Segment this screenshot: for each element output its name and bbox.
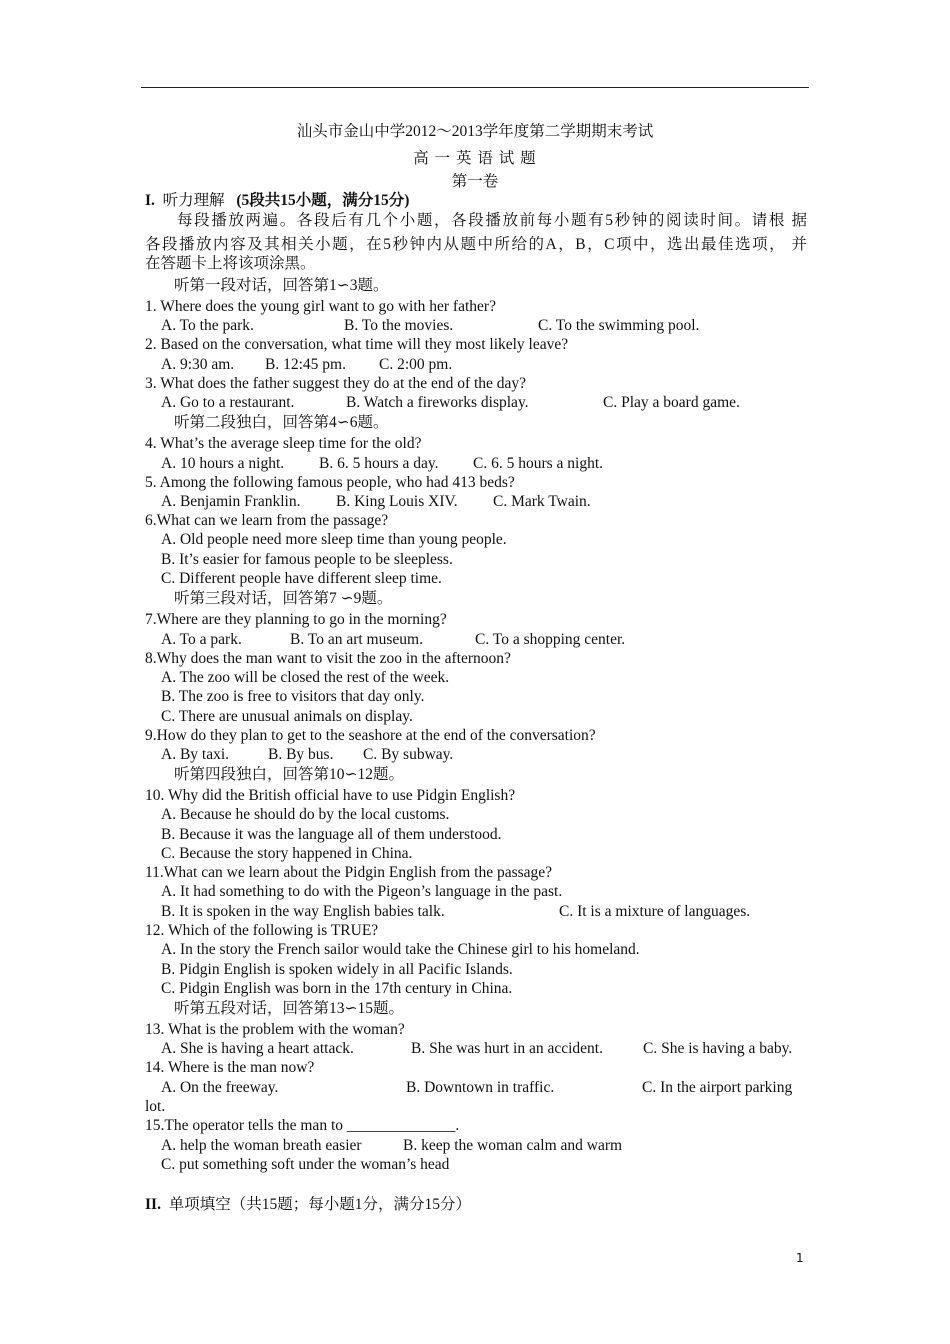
- q6-option-b: B. It’s easier for famous people to be sleepless.: [161, 551, 453, 568]
- q9-option-b: B. By bus.: [268, 746, 334, 763]
- q11-option-b: B. It is spoken in the way English babies talk.: [161, 903, 445, 920]
- section1-title: 听力理解: [162, 192, 225, 209]
- q6-option-a: A. Old people need more sleep time than young people.: [161, 531, 507, 548]
- q2-stem: 2. Based on the conversation, what time will they most likely leave?: [145, 336, 569, 353]
- q1-option-a: A. To the park.: [161, 317, 254, 334]
- top-rule: [141, 87, 809, 88]
- q15-stem: 15.The operator tells the man to ______________.: [145, 1117, 460, 1134]
- volume-label: 第一卷: [451, 173, 499, 190]
- section2-title: 单项填空（共15题；每小题1分，满分15分）: [168, 1196, 471, 1213]
- q13-option-a: A. She is having a heart attack.: [161, 1040, 354, 1057]
- q7-option-c: C. To a shopping center.: [475, 631, 626, 648]
- q14-option-b: B. Downtown in traffic.: [406, 1079, 555, 1096]
- q8-option-c: C. There are unusual animals on display.: [161, 708, 413, 725]
- q11-stem: 11.What can we learn about the Pidgin English from the passage?: [145, 864, 553, 881]
- q5-stem: 5. Among the following famous people, who had 413 beds?: [145, 474, 515, 491]
- q9-option-c: C. By subway.: [363, 746, 454, 763]
- intro-line-3: 在答题卡上将该项涂黑。: [145, 255, 316, 272]
- q6-option-c: C. Different people have different sleep time.: [161, 570, 442, 587]
- part1-instruction: 听第一段对话，回答第1∽3题。: [174, 277, 389, 294]
- q14-stem: 14. Where is the man now?: [145, 1059, 315, 1076]
- q14-option-a: A. On the freeway.: [161, 1079, 279, 1096]
- q1-stem: 1. Where does the young girl want to go with her father?: [145, 298, 496, 315]
- q4-option-c: C. 6. 5 hours a night.: [473, 455, 604, 472]
- q12-option-c: C. Pidgin English was born in the 17th century in China.: [161, 980, 513, 997]
- q6-stem: 6.What can we learn from the passage?: [145, 512, 389, 529]
- q13-option-c: C. She is having a baby.: [643, 1040, 793, 1057]
- q14-option-c-continued: lot.: [145, 1098, 166, 1115]
- q13-stem: 13. What is the problem with the woman?: [145, 1021, 405, 1038]
- q3-option-c: C. Play a board game.: [603, 394, 740, 411]
- q11-option-c: C. It is a mixture of languages.: [559, 903, 751, 920]
- q10-option-a: A. Because he should do by the local customs.: [161, 806, 450, 823]
- q9-stem: 9.How do they plan to get to the seashore at the end of the conversation?: [145, 727, 596, 744]
- q4-stem: 4. What’s the average sleep time for the old?: [145, 435, 422, 452]
- q15-option-c: C. put something soft under the woman’s head: [161, 1156, 450, 1173]
- q3-stem: 3. What does the father suggest they do at the end of the day?: [145, 375, 527, 392]
- q7-option-a: A. To a park.: [161, 631, 242, 648]
- exam-subtitle: 高 一 英 语 试 题: [413, 150, 537, 167]
- section1-heading: [145, 191, 409, 210]
- q14-option-c: C. In the airport parking: [642, 1079, 793, 1096]
- q7-stem: 7.Where are they planning to go in the morning?: [145, 611, 447, 628]
- q11-option-a: A. It had something to do with the Pigeon’s language in the past.: [161, 883, 563, 900]
- q7-option-b: B. To an art museum.: [290, 631, 423, 648]
- q12-option-b: B. Pidgin English is spoken widely in all Pacific Islands.: [161, 961, 513, 978]
- part5-instruction: 听第五段对话，回答第13∽15题。: [174, 1000, 404, 1017]
- q5-option-b: B. King Louis XIV.: [336, 493, 458, 510]
- q3-option-b: B. Watch a fireworks display.: [346, 394, 529, 411]
- intro-line-1: 每段播放两遍。各段后有几个小题，各段播放前每小题有5秒钟的阅读时间。请根 据: [177, 212, 807, 229]
- part2-instruction: 听第二段独白，回答第4∽6题。: [174, 414, 389, 431]
- q15-option-a: A. help the woman breath easier: [161, 1137, 362, 1154]
- q5-option-a: A. Benjamin Franklin.: [161, 493, 301, 510]
- q3-option-a: A. Go to a restaurant.: [161, 394, 295, 411]
- q2-option-b: B. 12:45 pm.: [265, 356, 346, 373]
- q12-option-a: A. In the story the French sailor would take the Chinese girl to his homeland.: [161, 941, 640, 958]
- q8-option-a: A. The zoo will be closed the rest of the week.: [161, 669, 450, 686]
- page-number: 1: [796, 1251, 804, 1265]
- q10-option-c: C. Because the story happened in China.: [161, 845, 413, 862]
- q9-option-a: A. By taxi.: [161, 746, 230, 763]
- section2-heading: [145, 1195, 471, 1214]
- q2-option-a: A. 9:30 am.: [161, 356, 235, 373]
- q10-option-b: B. Because it was the language all of them understood.: [161, 826, 502, 843]
- section1-number: I.: [145, 192, 155, 209]
- q4-option-b: B. 6. 5 hours a day.: [319, 455, 439, 472]
- part4-instruction: 听第四段独白，回答第10∽12题。: [174, 766, 404, 783]
- exam-title: 汕头市金山中学2012～2013学年度第二学期期末考试: [296, 123, 654, 140]
- q1-option-b: B. To the movies.: [344, 317, 454, 334]
- section1-note: (5段共15小题，满分15分): [236, 192, 410, 209]
- q1-option-c: C. To the swimming pool.: [538, 317, 700, 334]
- q2-option-c: C. 2:00 pm.: [379, 356, 453, 373]
- q5-option-c: C. Mark Twain.: [493, 493, 591, 510]
- intro-line-2: 各段播放内容及其相关小题，在5秒钟内从题中所给的A，B，C项中，选出最佳选项， 并: [145, 236, 807, 253]
- q4-option-a: A. 10 hours a night.: [161, 455, 285, 472]
- q8-stem: 8.Why does the man want to visit the zoo in the afternoon?: [145, 650, 511, 667]
- q15-option-b: B. keep the woman calm and warm: [403, 1137, 623, 1154]
- q13-option-b: B. She was hurt in an accident.: [411, 1040, 603, 1057]
- part3-instruction: 听第三段对话，回答第7 ∽9题。: [174, 590, 393, 607]
- section2-number: II.: [145, 1196, 161, 1213]
- q8-option-b: B. The zoo is free to visitors that day only.: [161, 688, 425, 705]
- q12-stem: 12. Which of the following is TRUE?: [145, 922, 379, 939]
- q10-stem: 10. Why did the British official have to use Pidgin English?: [145, 787, 516, 804]
